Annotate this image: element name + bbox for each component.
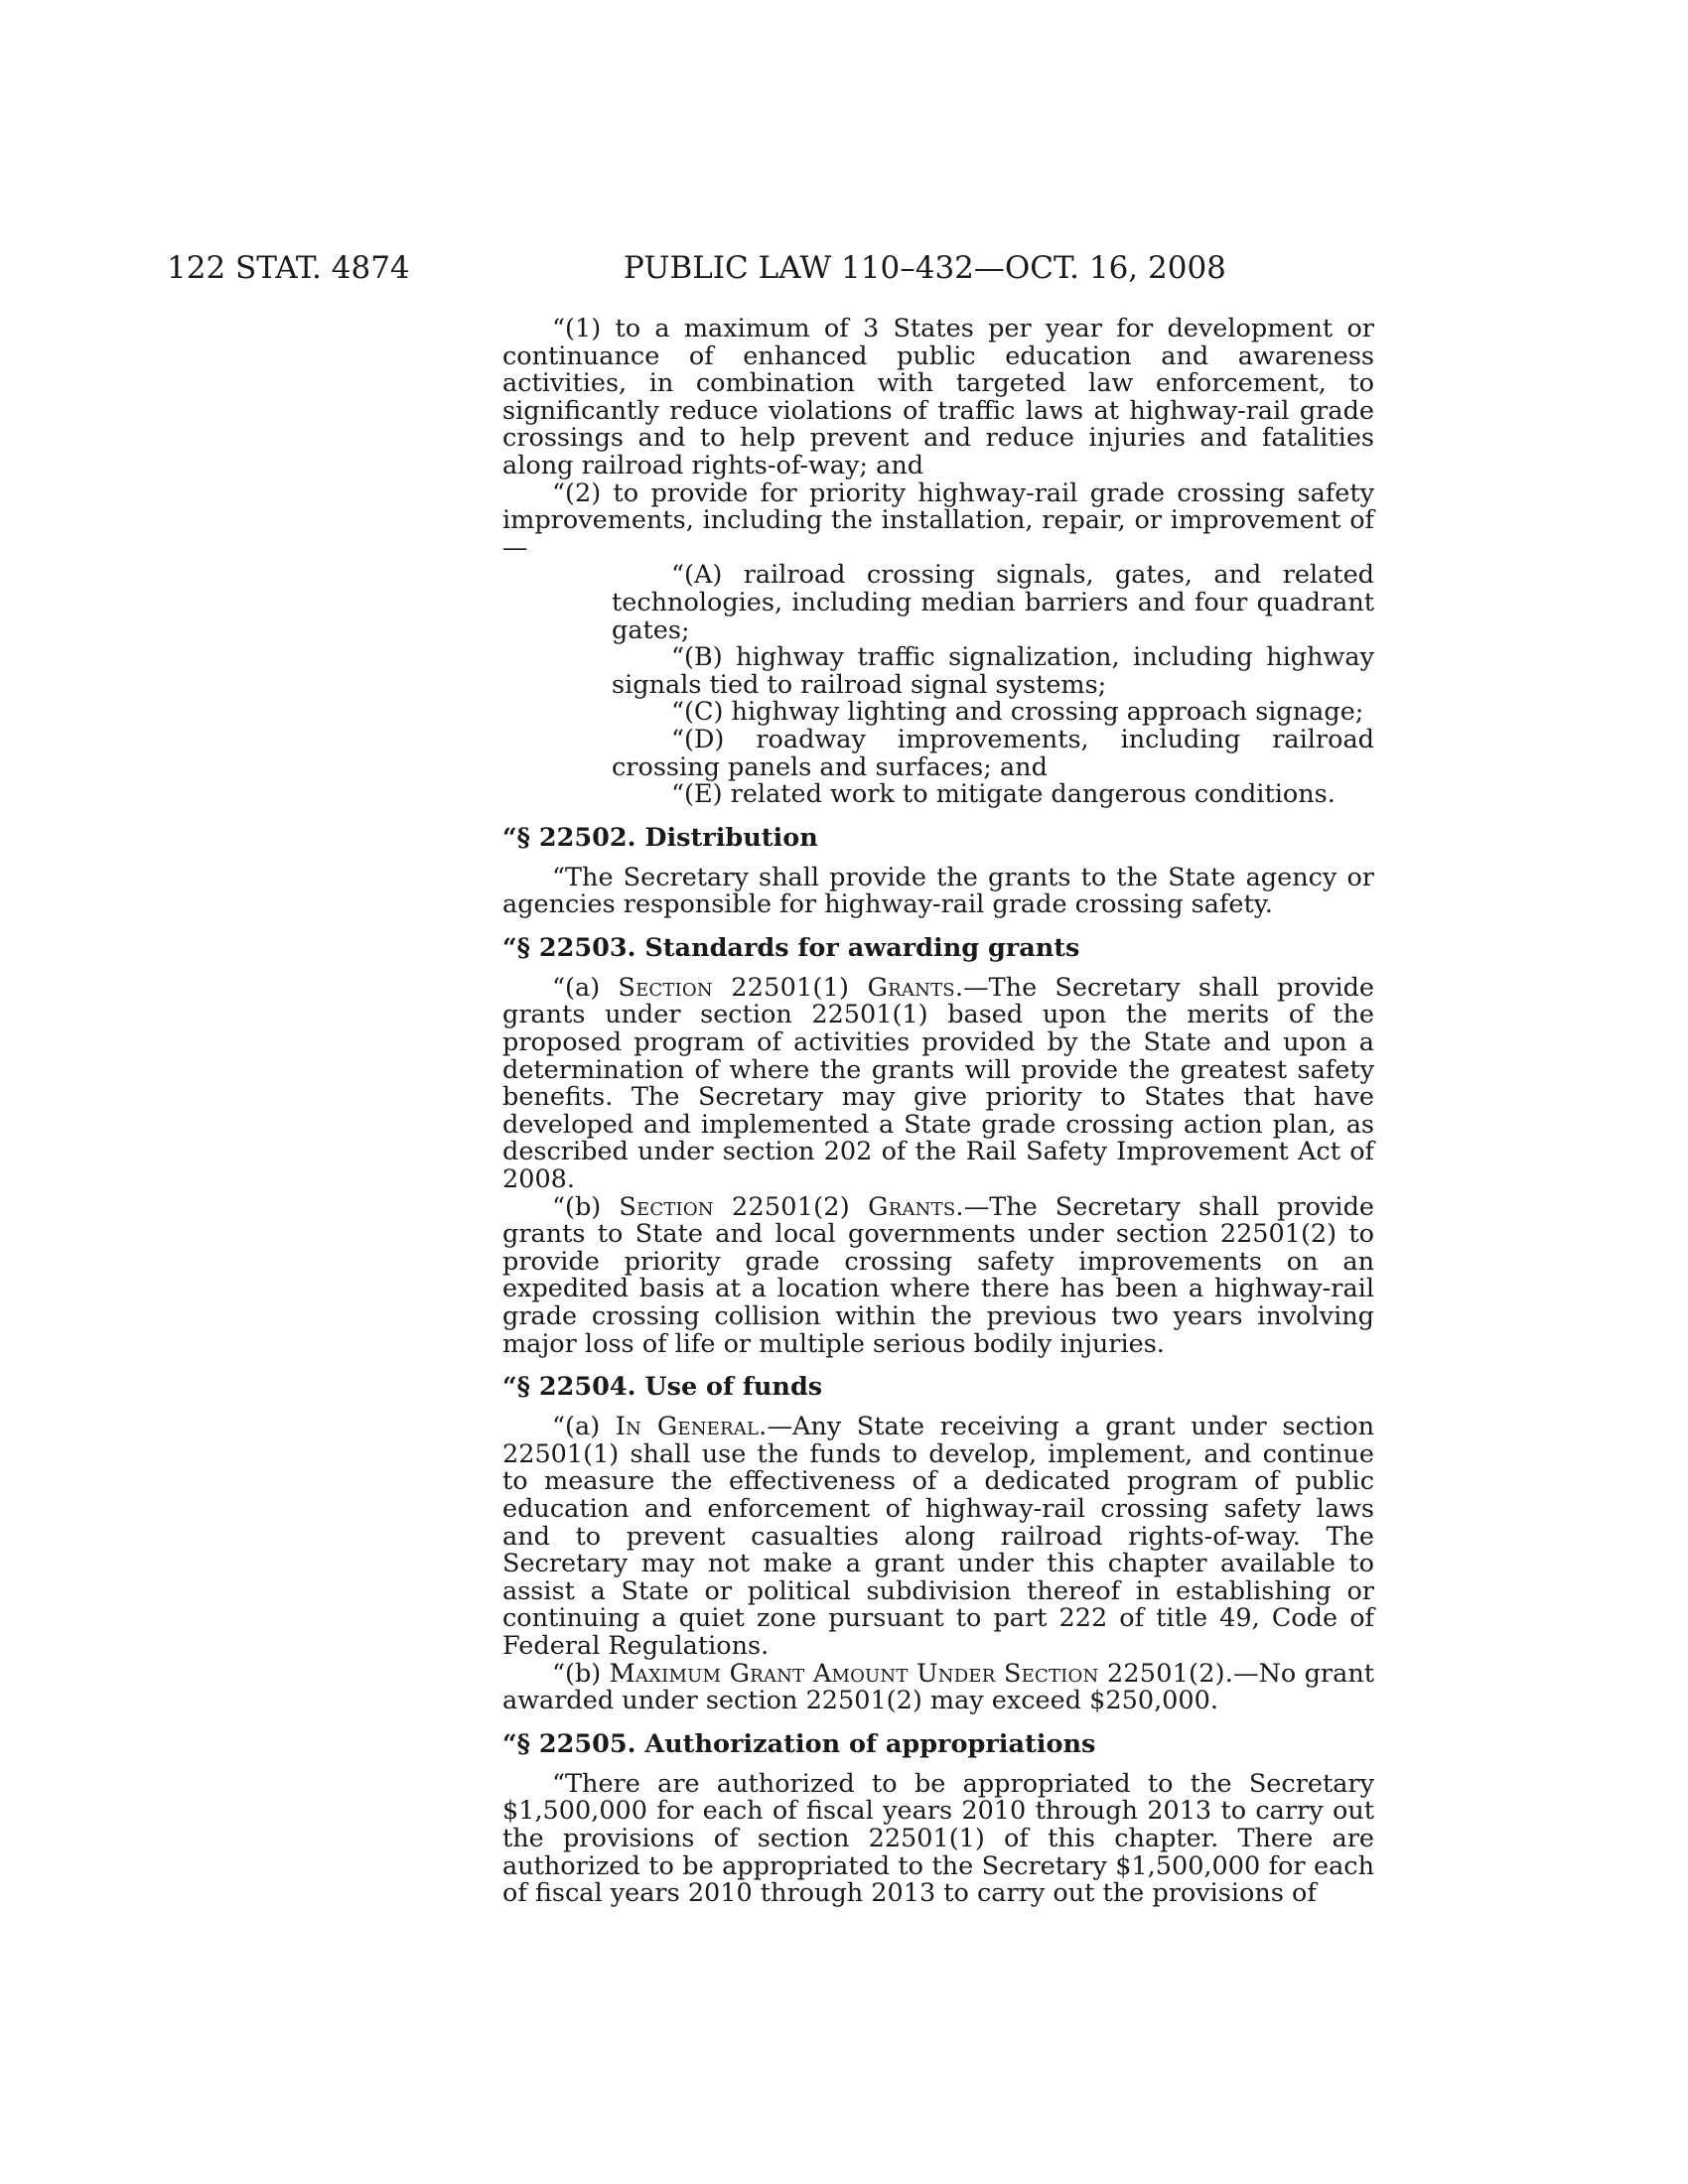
subsection-open: “(b) [552, 1191, 620, 1222]
section-22505-text: “There are authorized to be appropriated to the Secretary $1,500,000 for each of fiscal years 2010 through 2013 to carry out the provisions of section 22501(1) of this chapter. There are authorized to be appropriated to the Secretary $1,500,000 for each of fiscal years 2010 through 2013 to carry out the provisions of [502, 1768, 1374, 1909]
subsection-text: —The Secretary shall provide grants under section 22501(1) based upon the merits of the proposed program of activities provided by the State and upon a determination of where the grants will provide the greatest safety benefits. The Secretary may give priority to States that have developed and implemented a State grade crossing action plan, as described under section 202 of the Rail Safety Improvement Act of 2008. [502, 972, 1375, 1195]
section-22503-b [502, 1191, 1374, 1359]
subsection-caption: Section 22501(2) Grants. [619, 1191, 964, 1222]
subparagraph-b: “(B) highway traffic signalization, including highway signals tied to railroad signal systems; [612, 642, 1374, 700]
page-header [167, 248, 1378, 288]
section-heading-22505: “§ 22505. Authorization of appropriations [502, 1728, 1096, 1759]
subsection-open: “(a) [552, 972, 619, 1003]
subsection-caption: In General. [615, 1412, 768, 1442]
paragraph-1: “(1) to a maximum of 3 States per year for development or continuance of enhanced public education and awareness activities, in combination with targeted law enforcement, to significantly reduce violations of traffic laws at highway-rail grade crossings and to help prevent and reduce injuries and fatalities along railroad rights-of-way; and [502, 314, 1374, 480]
subparagraph-c: “(C) highway lighting and crossing approach signage; [671, 697, 1364, 728]
subsection-text: —The Secretary shall provide grants to State and local governments under section 22501(2) to provide priority grade crossing safety improvements on an expedited basis at a location where there has been a highway-rail grade crossing collision within the previous two years involving major loss of life or multiple serious bodily injuries. [502, 1191, 1374, 1359]
subsection-text: —Any State receiving a grant under section 22501(1) shall use the funds to develop, implement, and continue to measure the effectiveness of a dedicated program of public education and enforcement of highway-rail crossing safety laws and to prevent casualties along railroad rights-of-way. The Secretary may not make a grant under this chapter available to assist a State or political subdivision thereof in establishing or continuing a quiet zone pursuant to part 222 of title 49, Code of Federal Regulations. [502, 1412, 1374, 1661]
section-22503-a [502, 972, 1375, 1195]
section-heading-22504: “§ 22504. Use of funds [502, 1372, 823, 1403]
subparagraph-e: “(E) related work to mitigate dangerous conditions. [671, 779, 1336, 810]
section-22504-a [502, 1414, 1374, 1660]
section-22502-text: “The Secretary shall provide the grants to the State agency or agencies responsible for highway-rail grade crossing safety. [502, 862, 1374, 920]
subsection-open: “(b) [552, 1658, 610, 1689]
subsection-caption: Maximum Grant Amount Under Section 22501(2). [609, 1658, 1234, 1689]
document-body [502, 316, 1374, 1908]
section-22504-b [502, 1658, 1374, 1716]
subparagraph-d: “(D) roadway improvements, including railroad crossing panels and surfaces; and [612, 724, 1374, 782]
section-heading-22502: “§ 22502. Distribution [502, 822, 818, 853]
subparagraph-a: “(A) railroad crossing signals, gates, and related technologies, including median barriers and four quadrant gates; [612, 560, 1374, 645]
stat-citation: 122 STAT. 4874 [167, 250, 410, 286]
section-heading-22503: “§ 22503. Standards for awarding grants [502, 932, 1080, 963]
paragraph-2: “(2) to provide for priority highway-rail grade crossing safety improvements, including the installation, repair, or improvement of— [502, 478, 1374, 563]
public-law-citation: PUBLIC LAW 110–432—OCT. 16, 2008 [624, 250, 1226, 286]
subsection-text: —No grant awarded under section 22501(2) may exceed $250,000. [502, 1658, 1374, 1716]
subsection-caption: Section 22501(1) Grants. [618, 972, 964, 1003]
subsection-open: “(a) [552, 1412, 616, 1442]
